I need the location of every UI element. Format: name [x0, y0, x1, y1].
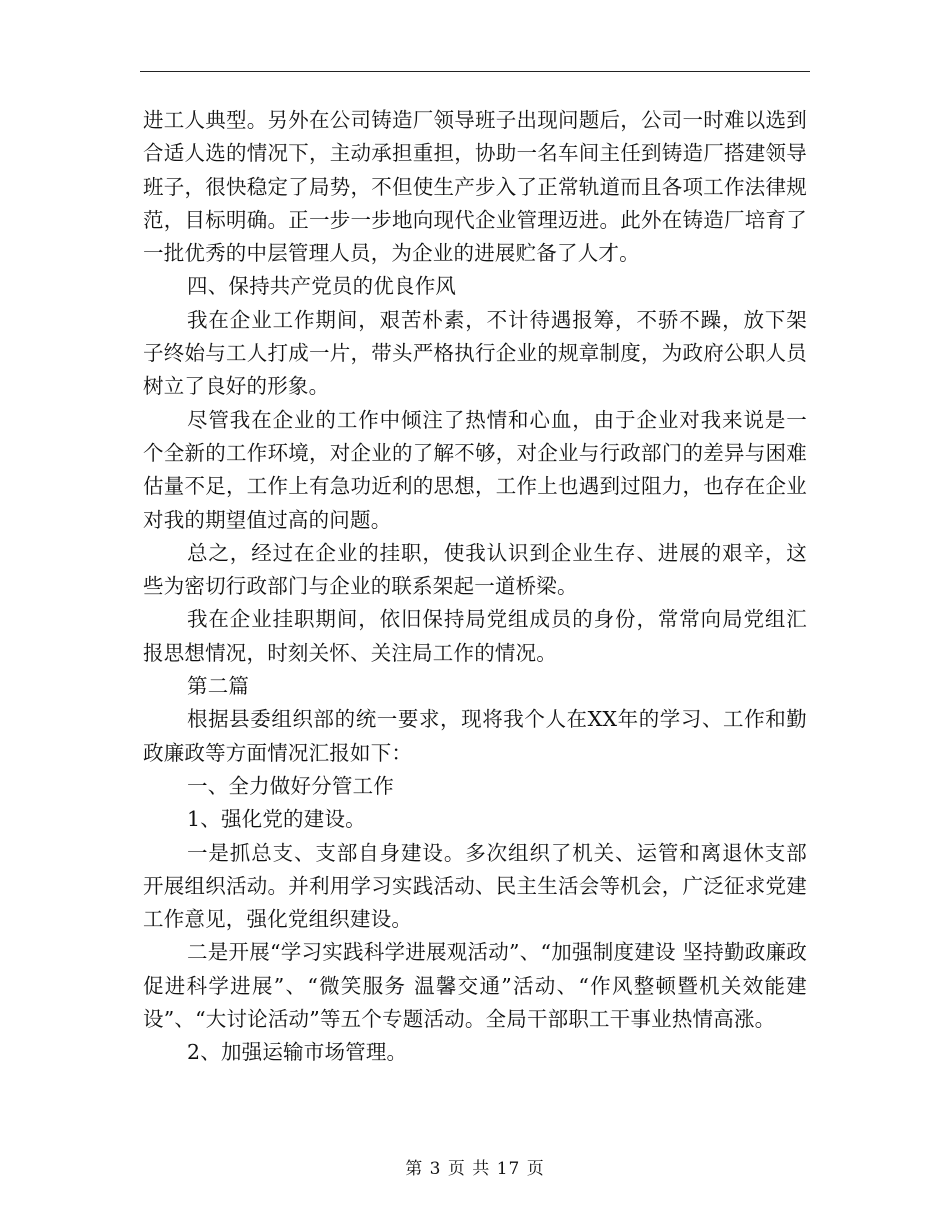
- subsection-heading-2: 2、加强运输市场管理。: [187, 1040, 408, 1065]
- footer-suffix: 页: [526, 1159, 545, 1179]
- footer-middle: 页 共: [447, 1159, 491, 1179]
- document-body: [143, 104, 807, 1070]
- footer-prefix: 第: [405, 1159, 424, 1179]
- paragraph-4: 尽管我在企业的工作中倾注了热情和心血，由于企业对我来说是一个全新的工作环境，对企业的了解不够，对企业与行政部门的差异与困难估量不足，工作上有急功近利的思想，工作上也遇到过阻力，也存在企业对我的期望值过高的问题。: [143, 407, 807, 532]
- part-heading-2: 第二篇: [187, 674, 250, 699]
- total-pages-number: 17: [496, 1159, 521, 1179]
- page-footer: [0, 1154, 950, 1179]
- section-heading-1: 一、全力做好分管工作: [187, 773, 394, 798]
- paragraph-12: 二是开展“学习实践科学进展观活动”、“加强制度建设 坚持勤政廉政 促进科学进展”、“微笑服务 温馨交通”活动、“作风整顿暨机关效能建设”、“大讨论活动”等五个专题活动。全局干部职工干事业热情高涨。: [143, 940, 807, 1032]
- paragraph-8: 根据县委组织部的统一要求，现将我个人在XX年的学习、工作和勤政廉政等方面情况汇报如下：: [143, 707, 807, 765]
- paragraph-3: 我在企业工作期间，艰苦朴素，不计待遇报筹，不骄不躁，放下架子终始与工人打成一片，带头严格执行企业的规章制度，为政府公职人员树立了良好的形象。: [143, 307, 807, 399]
- paragraph-11: 一是抓总支、支部自身建设。多次组织了机关、运管和离退休支部开展组织活动。并利用学习实践活动、民主生活会等机会，广泛征求党建工作意见，强化党组织建设。: [143, 840, 807, 932]
- header-rule: [140, 71, 810, 72]
- current-page-number: 3: [429, 1159, 442, 1179]
- section-heading-4: 四、保持共产党员的优良作风: [187, 274, 457, 299]
- paragraph-1: 进工人典型。另外在公司铸造厂领导班子出现问题后，公司一时难以选到合适人选的情况下，主动承担重担，协助一名车间主任到铸造厂搭建领导班子，很快稳定了局势，不但使生产步入了正常轨道而且各项工作法律规范，目标明确。正一步一步地向现代企业管理迈进。此外在铸造厂培育了一批优秀的中层管理人员，为企业的进展贮备了人才。: [143, 108, 807, 266]
- paragraph-5: 总之，经过在企业的挂职，使我认识到企业生存、进展的艰辛，这些为密切行政部门与企业的联系架起一道桥梁。: [143, 540, 807, 599]
- subsection-heading-1: 1、强化党的建设。: [187, 807, 366, 832]
- paragraph-6: 我在企业挂职期间，依旧保持局党组成员的身份，常常向局党组汇报思想情况，时刻关怀、关注局工作的情况。: [143, 607, 807, 665]
